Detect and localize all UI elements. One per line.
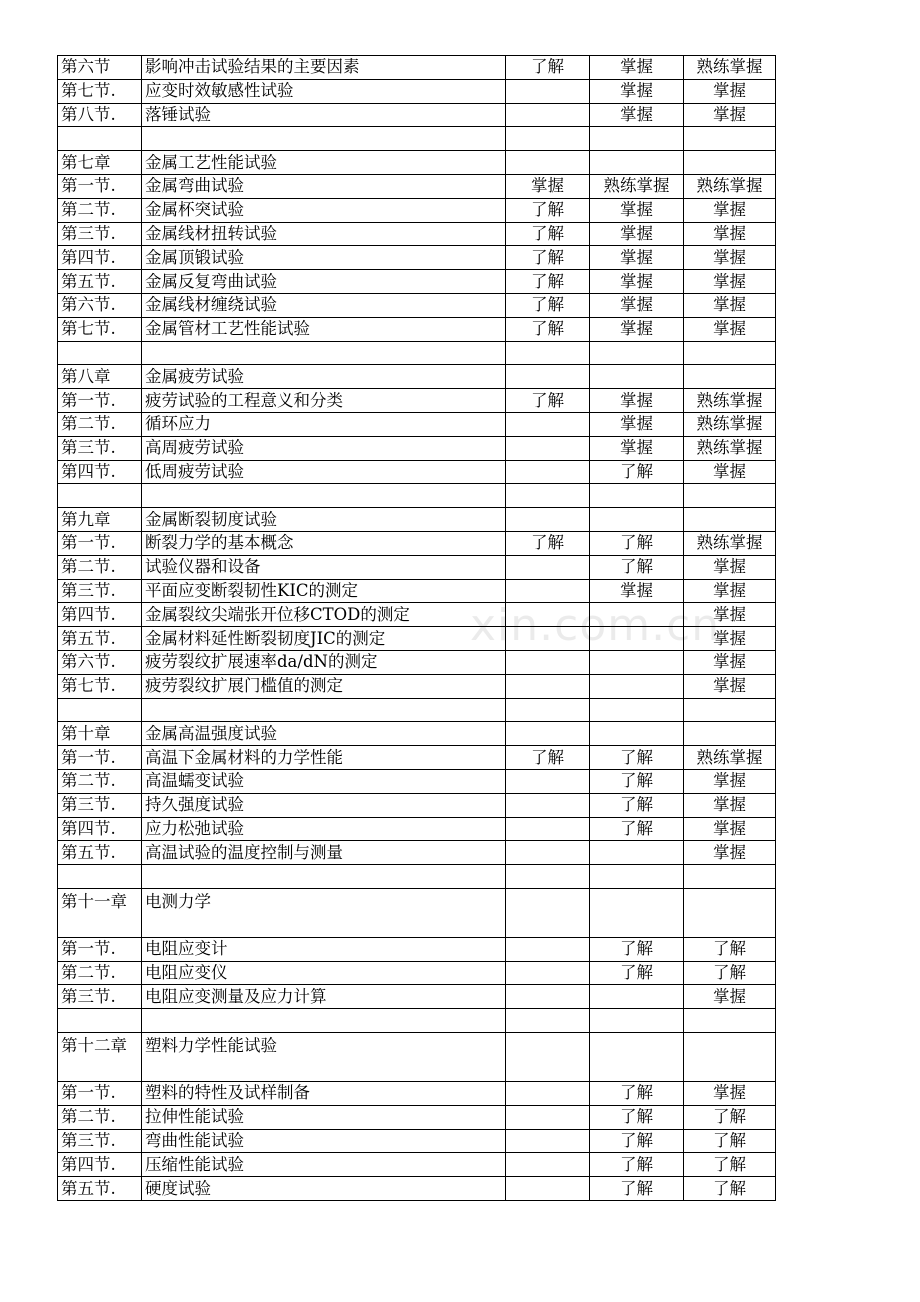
level-cell-3: 掌握: [684, 222, 776, 246]
section-cell: 第一节.: [58, 746, 142, 770]
table-row: [58, 961, 776, 985]
table-row: [58, 746, 776, 770]
table-row: [58, 79, 776, 103]
section-cell: 第五节.: [58, 1177, 142, 1201]
level-cell-3: 掌握: [684, 103, 776, 127]
level-cell-1: [506, 985, 590, 1009]
topic-cell: 金属杯突试验: [142, 198, 506, 222]
level-cell-3: 掌握: [684, 293, 776, 317]
topic-cell: 应变时效敏感性试验: [142, 79, 506, 103]
level-cell-1: [506, 127, 590, 151]
section-cell: 第四节.: [58, 603, 142, 627]
level-cell-3: [684, 888, 776, 937]
level-cell-1: [506, 1009, 590, 1033]
table-row: [58, 436, 776, 460]
topic-cell: 金属顶锻试验: [142, 246, 506, 270]
table-row: [58, 937, 776, 961]
table-row: [58, 603, 776, 627]
level-cell-3: 掌握: [684, 769, 776, 793]
level-cell-3: 熟练掌握: [684, 56, 776, 80]
section-cell: 第五节.: [58, 841, 142, 865]
syllabus-table: [57, 55, 776, 1201]
watermark-text: xin.com.cn: [470, 600, 721, 651]
level-cell-1: [506, 650, 590, 674]
level-cell-1: [506, 365, 590, 389]
section-cell: 第七节.: [58, 674, 142, 698]
level-cell-2: 掌握: [590, 270, 684, 294]
topic-cell: 金属线材缠绕试验: [142, 293, 506, 317]
level-cell-1: [506, 769, 590, 793]
level-cell-3: 掌握: [684, 79, 776, 103]
level-cell-1: [506, 698, 590, 722]
level-cell-2: [590, 650, 684, 674]
level-cell-3: 熟练掌握: [684, 436, 776, 460]
level-cell-2: [590, 722, 684, 746]
table-row: [58, 460, 776, 484]
section-cell: 第三节.: [58, 579, 142, 603]
level-cell-1: [506, 817, 590, 841]
level-cell-3: 掌握: [684, 793, 776, 817]
level-cell-2: [590, 365, 684, 389]
topic-cell: 金属高温强度试验: [142, 722, 506, 746]
level-cell-1: [506, 888, 590, 937]
topic-cell: [142, 698, 506, 722]
level-cell-3: [684, 1009, 776, 1033]
table-row: [58, 246, 776, 270]
section-cell: 第三节.: [58, 222, 142, 246]
section-cell: 第一节.: [58, 174, 142, 198]
table-row: [58, 365, 776, 389]
level-cell-2: 了解: [590, 746, 684, 770]
level-cell-2: [590, 508, 684, 532]
level-cell-3: 掌握: [684, 198, 776, 222]
syllabus-table-body: [58, 56, 776, 1201]
level-cell-1: [506, 937, 590, 961]
level-cell-1: [506, 722, 590, 746]
section-cell: 第六节: [58, 56, 142, 80]
topic-cell: 高周疲劳试验: [142, 436, 506, 460]
level-cell-1: [506, 841, 590, 865]
level-cell-2: 了解: [590, 460, 684, 484]
topic-cell: 金属线材扭转试验: [142, 222, 506, 246]
topic-cell: [142, 865, 506, 889]
level-cell-2: 了解: [590, 769, 684, 793]
topic-cell: 塑料的特性及试样制备: [142, 1082, 506, 1106]
topic-cell: 高温下金属材料的力学性能: [142, 746, 506, 770]
topic-cell: 试验仪器和设备: [142, 555, 506, 579]
topic-cell: 应力松弛试验: [142, 817, 506, 841]
level-cell-2: [590, 865, 684, 889]
level-cell-3: 掌握: [684, 317, 776, 341]
section-cell: [58, 127, 142, 151]
level-cell-3: 掌握: [684, 841, 776, 865]
section-cell: 第七节.: [58, 317, 142, 341]
level-cell-2: 掌握: [590, 412, 684, 436]
level-cell-1: 了解: [506, 270, 590, 294]
section-cell: 第七节.: [58, 79, 142, 103]
topic-cell: [142, 341, 506, 365]
table-row: [58, 270, 776, 294]
section-cell: 第二节.: [58, 555, 142, 579]
section-cell: [58, 341, 142, 365]
level-cell-3: 掌握: [684, 627, 776, 651]
level-cell-1: [506, 603, 590, 627]
level-cell-1: 了解: [506, 222, 590, 246]
section-cell: 第十二章: [58, 1033, 142, 1082]
table-row: [58, 769, 776, 793]
section-cell: 第四节.: [58, 246, 142, 270]
table-row: [58, 293, 776, 317]
level-cell-3: 掌握: [684, 817, 776, 841]
topic-cell: 电测力学: [142, 888, 506, 937]
level-cell-1: 了解: [506, 246, 590, 270]
section-cell: 第五节.: [58, 270, 142, 294]
section-cell: 第三节.: [58, 985, 142, 1009]
level-cell-3: 熟练掌握: [684, 412, 776, 436]
level-cell-2: 了解: [590, 937, 684, 961]
table-row: [58, 317, 776, 341]
topic-cell: 金属材料延性断裂韧度JIC的测定: [142, 627, 506, 651]
topic-cell: 金属反复弯曲试验: [142, 270, 506, 294]
level-cell-1: [506, 579, 590, 603]
level-cell-2: [590, 841, 684, 865]
level-cell-2: [590, 1009, 684, 1033]
section-cell: 第二节.: [58, 412, 142, 436]
level-cell-1: [506, 555, 590, 579]
level-cell-2: [590, 341, 684, 365]
table-row: [58, 103, 776, 127]
topic-cell: [142, 1009, 506, 1033]
level-cell-3: 掌握: [684, 985, 776, 1009]
level-cell-3: 掌握: [684, 270, 776, 294]
level-cell-2: 熟练掌握: [590, 174, 684, 198]
level-cell-3: [684, 151, 776, 175]
topic-cell: 断裂力学的基本概念: [142, 531, 506, 555]
level-cell-3: [684, 484, 776, 508]
section-cell: [58, 865, 142, 889]
topic-cell: 平面应变断裂韧性KIC的测定: [142, 579, 506, 603]
level-cell-3: 掌握: [684, 555, 776, 579]
level-cell-3: [684, 365, 776, 389]
level-cell-2: [590, 698, 684, 722]
level-cell-3: 熟练掌握: [684, 531, 776, 555]
level-cell-1: [506, 865, 590, 889]
level-cell-3: 掌握: [684, 650, 776, 674]
table-row: [58, 865, 776, 889]
section-cell: 第一节.: [58, 1082, 142, 1106]
level-cell-2: [590, 151, 684, 175]
section-cell: [58, 484, 142, 508]
level-cell-2: 掌握: [590, 103, 684, 127]
level-cell-3: 了解: [684, 937, 776, 961]
level-cell-1: 了解: [506, 531, 590, 555]
level-cell-1: [506, 793, 590, 817]
section-cell: 第二节.: [58, 198, 142, 222]
level-cell-3: 了解: [684, 1129, 776, 1153]
level-cell-2: 掌握: [590, 198, 684, 222]
level-cell-2: 了解: [590, 1153, 684, 1177]
table-row: [58, 56, 776, 80]
table-row: [58, 127, 776, 151]
table-row: [58, 531, 776, 555]
section-cell: 第四节.: [58, 1153, 142, 1177]
topic-cell: 电阻应变仪: [142, 961, 506, 985]
section-cell: 第一节.: [58, 389, 142, 413]
section-cell: 第十一章: [58, 888, 142, 937]
level-cell-3: 了解: [684, 1105, 776, 1129]
topic-cell: 循环应力: [142, 412, 506, 436]
topic-cell: 金属管材工艺性能试验: [142, 317, 506, 341]
table-row: [58, 198, 776, 222]
section-cell: 第三节.: [58, 793, 142, 817]
level-cell-1: [506, 508, 590, 532]
topic-cell: [142, 127, 506, 151]
topic-cell: 疲劳裂纹扩展门槛值的测定: [142, 674, 506, 698]
table-row: [58, 174, 776, 198]
section-cell: 第五节.: [58, 627, 142, 651]
section-cell: 第四节.: [58, 817, 142, 841]
level-cell-1: [506, 1129, 590, 1153]
table-row: [58, 341, 776, 365]
topic-cell: 疲劳裂纹扩展速率da/dN的测定: [142, 650, 506, 674]
topic-cell: 金属疲劳试验: [142, 365, 506, 389]
level-cell-3: 掌握: [684, 579, 776, 603]
topic-cell: 落锤试验: [142, 103, 506, 127]
table-row: [58, 151, 776, 175]
section-cell: 第八章: [58, 365, 142, 389]
level-cell-2: 掌握: [590, 579, 684, 603]
section-cell: 第六节.: [58, 293, 142, 317]
level-cell-1: [506, 436, 590, 460]
topic-cell: 金属工艺性能试验: [142, 151, 506, 175]
level-cell-1: [506, 1105, 590, 1129]
table-row: [58, 841, 776, 865]
table-row: [58, 722, 776, 746]
table-row: [58, 1082, 776, 1106]
table-row: [58, 888, 776, 937]
level-cell-3: 了解: [684, 1153, 776, 1177]
level-cell-2: [590, 888, 684, 937]
level-cell-1: 了解: [506, 56, 590, 80]
table-row: [58, 222, 776, 246]
level-cell-3: 了解: [684, 1177, 776, 1201]
level-cell-3: 掌握: [684, 674, 776, 698]
level-cell-3: [684, 698, 776, 722]
level-cell-2: 了解: [590, 555, 684, 579]
level-cell-2: [590, 627, 684, 651]
level-cell-2: [590, 127, 684, 151]
level-cell-1: 了解: [506, 389, 590, 413]
level-cell-2: 掌握: [590, 436, 684, 460]
table-row: [58, 484, 776, 508]
topic-cell: 拉伸性能试验: [142, 1105, 506, 1129]
level-cell-1: 了解: [506, 317, 590, 341]
table-row: [58, 817, 776, 841]
section-cell: 第八节.: [58, 103, 142, 127]
table-row: [58, 412, 776, 436]
table-row: [58, 674, 776, 698]
level-cell-1: [506, 627, 590, 651]
table-row: [58, 1105, 776, 1129]
topic-cell: 高温蠕变试验: [142, 769, 506, 793]
table-row: [58, 985, 776, 1009]
section-cell: 第六节.: [58, 650, 142, 674]
level-cell-2: 了解: [590, 961, 684, 985]
level-cell-1: [506, 1153, 590, 1177]
section-cell: 第二节.: [58, 961, 142, 985]
topic-cell: [142, 484, 506, 508]
level-cell-2: [590, 603, 684, 627]
level-cell-2: 了解: [590, 1177, 684, 1201]
table-row: [58, 650, 776, 674]
level-cell-2: 掌握: [590, 389, 684, 413]
table-row: [58, 508, 776, 532]
topic-cell: 金属断裂韧度试验: [142, 508, 506, 532]
level-cell-3: 掌握: [684, 1082, 776, 1106]
level-cell-3: 熟练掌握: [684, 174, 776, 198]
level-cell-2: [590, 484, 684, 508]
level-cell-1: [506, 961, 590, 985]
topic-cell: 压缩性能试验: [142, 1153, 506, 1177]
topic-cell: 电阻应变测量及应力计算: [142, 985, 506, 1009]
level-cell-3: [684, 865, 776, 889]
table-row: [58, 555, 776, 579]
table-row: [58, 389, 776, 413]
section-cell: 第三节.: [58, 1129, 142, 1153]
section-cell: 第一节.: [58, 531, 142, 555]
topic-cell: 金属裂纹尖端张开位移CTOD的测定: [142, 603, 506, 627]
section-cell: [58, 698, 142, 722]
section-cell: 第三节.: [58, 436, 142, 460]
table-row: [58, 1033, 776, 1082]
topic-cell: 低周疲劳试验: [142, 460, 506, 484]
level-cell-2: 了解: [590, 1129, 684, 1153]
table-row: [58, 1153, 776, 1177]
table-row: [58, 698, 776, 722]
level-cell-2: 了解: [590, 793, 684, 817]
level-cell-3: 掌握: [684, 460, 776, 484]
level-cell-1: [506, 412, 590, 436]
level-cell-1: [506, 151, 590, 175]
level-cell-2: 掌握: [590, 317, 684, 341]
level-cell-2: 掌握: [590, 222, 684, 246]
table-row: [58, 1129, 776, 1153]
section-cell: 第十章: [58, 722, 142, 746]
section-cell: 第一节.: [58, 937, 142, 961]
level-cell-3: 掌握: [684, 246, 776, 270]
level-cell-1: [506, 79, 590, 103]
topic-cell: 弯曲性能试验: [142, 1129, 506, 1153]
level-cell-2: 掌握: [590, 246, 684, 270]
section-cell: 第二节.: [58, 1105, 142, 1129]
level-cell-2: [590, 674, 684, 698]
level-cell-2: 了解: [590, 531, 684, 555]
table-row: [58, 579, 776, 603]
section-cell: 第七章: [58, 151, 142, 175]
level-cell-2: 了解: [590, 817, 684, 841]
topic-cell: 硬度试验: [142, 1177, 506, 1201]
topic-cell: 疲劳试验的工程意义和分类: [142, 389, 506, 413]
topic-cell: 持久强度试验: [142, 793, 506, 817]
topic-cell: 影响冲击试验结果的主要因素: [142, 56, 506, 80]
section-cell: [58, 1009, 142, 1033]
level-cell-3: 熟练掌握: [684, 389, 776, 413]
topic-cell: 塑料力学性能试验: [142, 1033, 506, 1082]
table-row: [58, 1009, 776, 1033]
section-cell: 第二节.: [58, 769, 142, 793]
level-cell-1: 掌握: [506, 174, 590, 198]
level-cell-3: [684, 341, 776, 365]
level-cell-1: 了解: [506, 293, 590, 317]
table-row: [58, 627, 776, 651]
level-cell-1: [506, 460, 590, 484]
topic-cell: 高温试验的温度控制与测量: [142, 841, 506, 865]
level-cell-2: 了解: [590, 1082, 684, 1106]
topic-cell: 电阻应变计: [142, 937, 506, 961]
level-cell-1: [506, 1033, 590, 1082]
section-cell: 第四节.: [58, 460, 142, 484]
table-row: [58, 793, 776, 817]
level-cell-2: [590, 985, 684, 1009]
level-cell-3: 了解: [684, 961, 776, 985]
level-cell-3: [684, 722, 776, 746]
level-cell-2: 掌握: [590, 56, 684, 80]
level-cell-3: [684, 508, 776, 532]
level-cell-1: [506, 341, 590, 365]
level-cell-1: [506, 1177, 590, 1201]
level-cell-3: 掌握: [684, 603, 776, 627]
level-cell-3: 熟练掌握: [684, 746, 776, 770]
level-cell-1: 了解: [506, 198, 590, 222]
level-cell-2: 掌握: [590, 79, 684, 103]
level-cell-1: [506, 103, 590, 127]
table-row: [58, 1177, 776, 1201]
level-cell-1: [506, 674, 590, 698]
level-cell-2: 了解: [590, 1105, 684, 1129]
topic-cell: 金属弯曲试验: [142, 174, 506, 198]
section-cell: 第九章: [58, 508, 142, 532]
level-cell-3: [684, 127, 776, 151]
level-cell-2: 掌握: [590, 293, 684, 317]
level-cell-2: [590, 1033, 684, 1082]
level-cell-3: [684, 1033, 776, 1082]
level-cell-1: 了解: [506, 746, 590, 770]
level-cell-1: [506, 1082, 590, 1106]
level-cell-1: [506, 484, 590, 508]
